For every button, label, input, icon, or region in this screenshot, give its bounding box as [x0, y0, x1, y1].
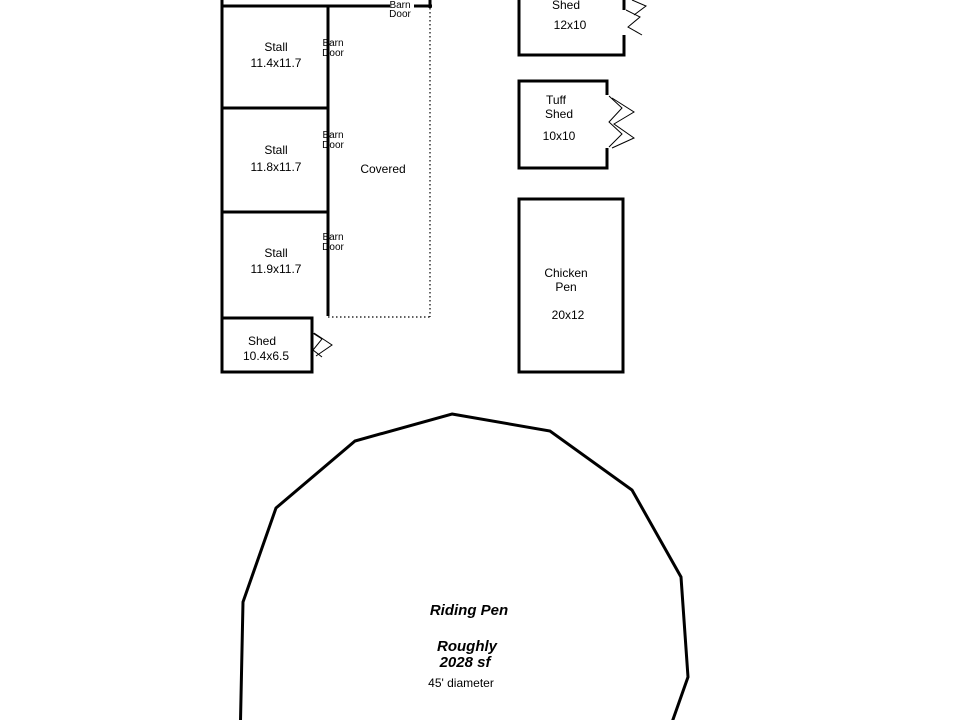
chicken-pen-line2: Pen	[555, 280, 577, 294]
riding-pen-outline	[240, 414, 688, 720]
tuff-shed-size: 10x10	[542, 129, 576, 143]
barn-door-top-line2: Door	[389, 9, 411, 20]
tuff-shed-line1: Tuff	[545, 93, 567, 107]
stall-2-name: Stall	[264, 143, 288, 157]
covered-area-label: Covered	[360, 162, 406, 176]
riding-pen-title: Riding Pen	[429, 602, 509, 619]
small-shed-name: Shed	[247, 334, 277, 348]
tuff-shed	[519, 81, 634, 168]
stall-3-size: 11.9x11.7	[250, 262, 302, 276]
barn-door-3-line2: Door	[322, 242, 344, 253]
barn-door-1-line1: Barn	[322, 38, 344, 49]
riding-pen-diameter: 45' diameter	[428, 676, 494, 690]
stall-3-name: Stall	[264, 246, 288, 260]
top-shed-size: 12x10	[553, 18, 587, 32]
stall-1-name: Stall	[264, 40, 288, 54]
barn-door-2-line2: Door	[322, 140, 344, 151]
riding-pen-area: 2028 sf	[439, 654, 491, 671]
small-shed-size: 10.4x6.5	[242, 349, 290, 363]
barn-door-top-line1: Barn	[389, 0, 411, 11]
barn-door-2-line1: Barn	[322, 130, 344, 141]
barn-door-3-line1: Barn	[322, 232, 344, 243]
stall-1-size: 11.4x11.7	[250, 56, 302, 70]
small-shed	[222, 318, 332, 372]
top-shed-name: Shed	[551, 0, 581, 12]
chicken-pen-line1: Chicken	[544, 266, 588, 280]
stall-2-size: 11.8x11.7	[250, 160, 302, 174]
barn-door-1-line2: Door	[322, 48, 344, 59]
tuff-shed-line2: Shed	[544, 107, 574, 121]
top-shed-door-swing-icon	[632, 0, 646, 15]
chicken-pen-size: 20x12	[551, 308, 585, 322]
top-shed-door-icon	[626, 10, 642, 35]
riding-pen-roughly: Roughly	[437, 638, 497, 655]
